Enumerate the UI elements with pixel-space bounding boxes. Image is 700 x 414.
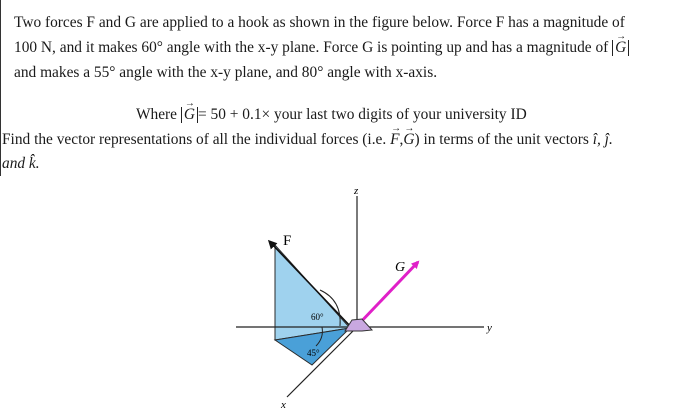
unit-vectors-ij: î, ĵ. (592, 131, 613, 148)
find-text-b: ) in terms of the unit vectors (414, 131, 593, 148)
label-angle-60: 60° (311, 312, 324, 322)
force-g-arrow (356, 262, 418, 327)
label-x: x (281, 399, 286, 411)
label-y: y (487, 322, 492, 334)
hook (345, 319, 372, 331)
label-g: G (395, 260, 406, 275)
where-vector-g: G → (184, 107, 195, 123)
find-comma: , (399, 131, 404, 148)
label-f: F (283, 233, 292, 249)
vector-f: F → (390, 128, 399, 152)
where-prefix: Where (136, 106, 181, 123)
find-text-a: Find the vector representations of all the individual forces (i.e. (2, 131, 391, 148)
vector-g-find: G → (403, 128, 414, 152)
problem-line-1: Two forces F and G are applied to a hook as shown in the figure below. Force F has a magnitude of (14, 14, 625, 31)
label-z: z (354, 185, 359, 197)
vector-g: G → (615, 40, 626, 56)
problem-line-2-text: 100 N, and it makes 60° angle with the x-y plane. Force G is pointing up and has a magnitude of (14, 39, 613, 56)
where-suffix: = 50 + 0.1× your last two digits of your university ID (197, 106, 527, 123)
find-line-2: and k̂. (2, 155, 40, 172)
problem-line-3: and makes a 55° angle with the x-y plane, and 80° angle with x-axis. (14, 64, 438, 81)
label-angle-45: 45° (307, 348, 320, 358)
